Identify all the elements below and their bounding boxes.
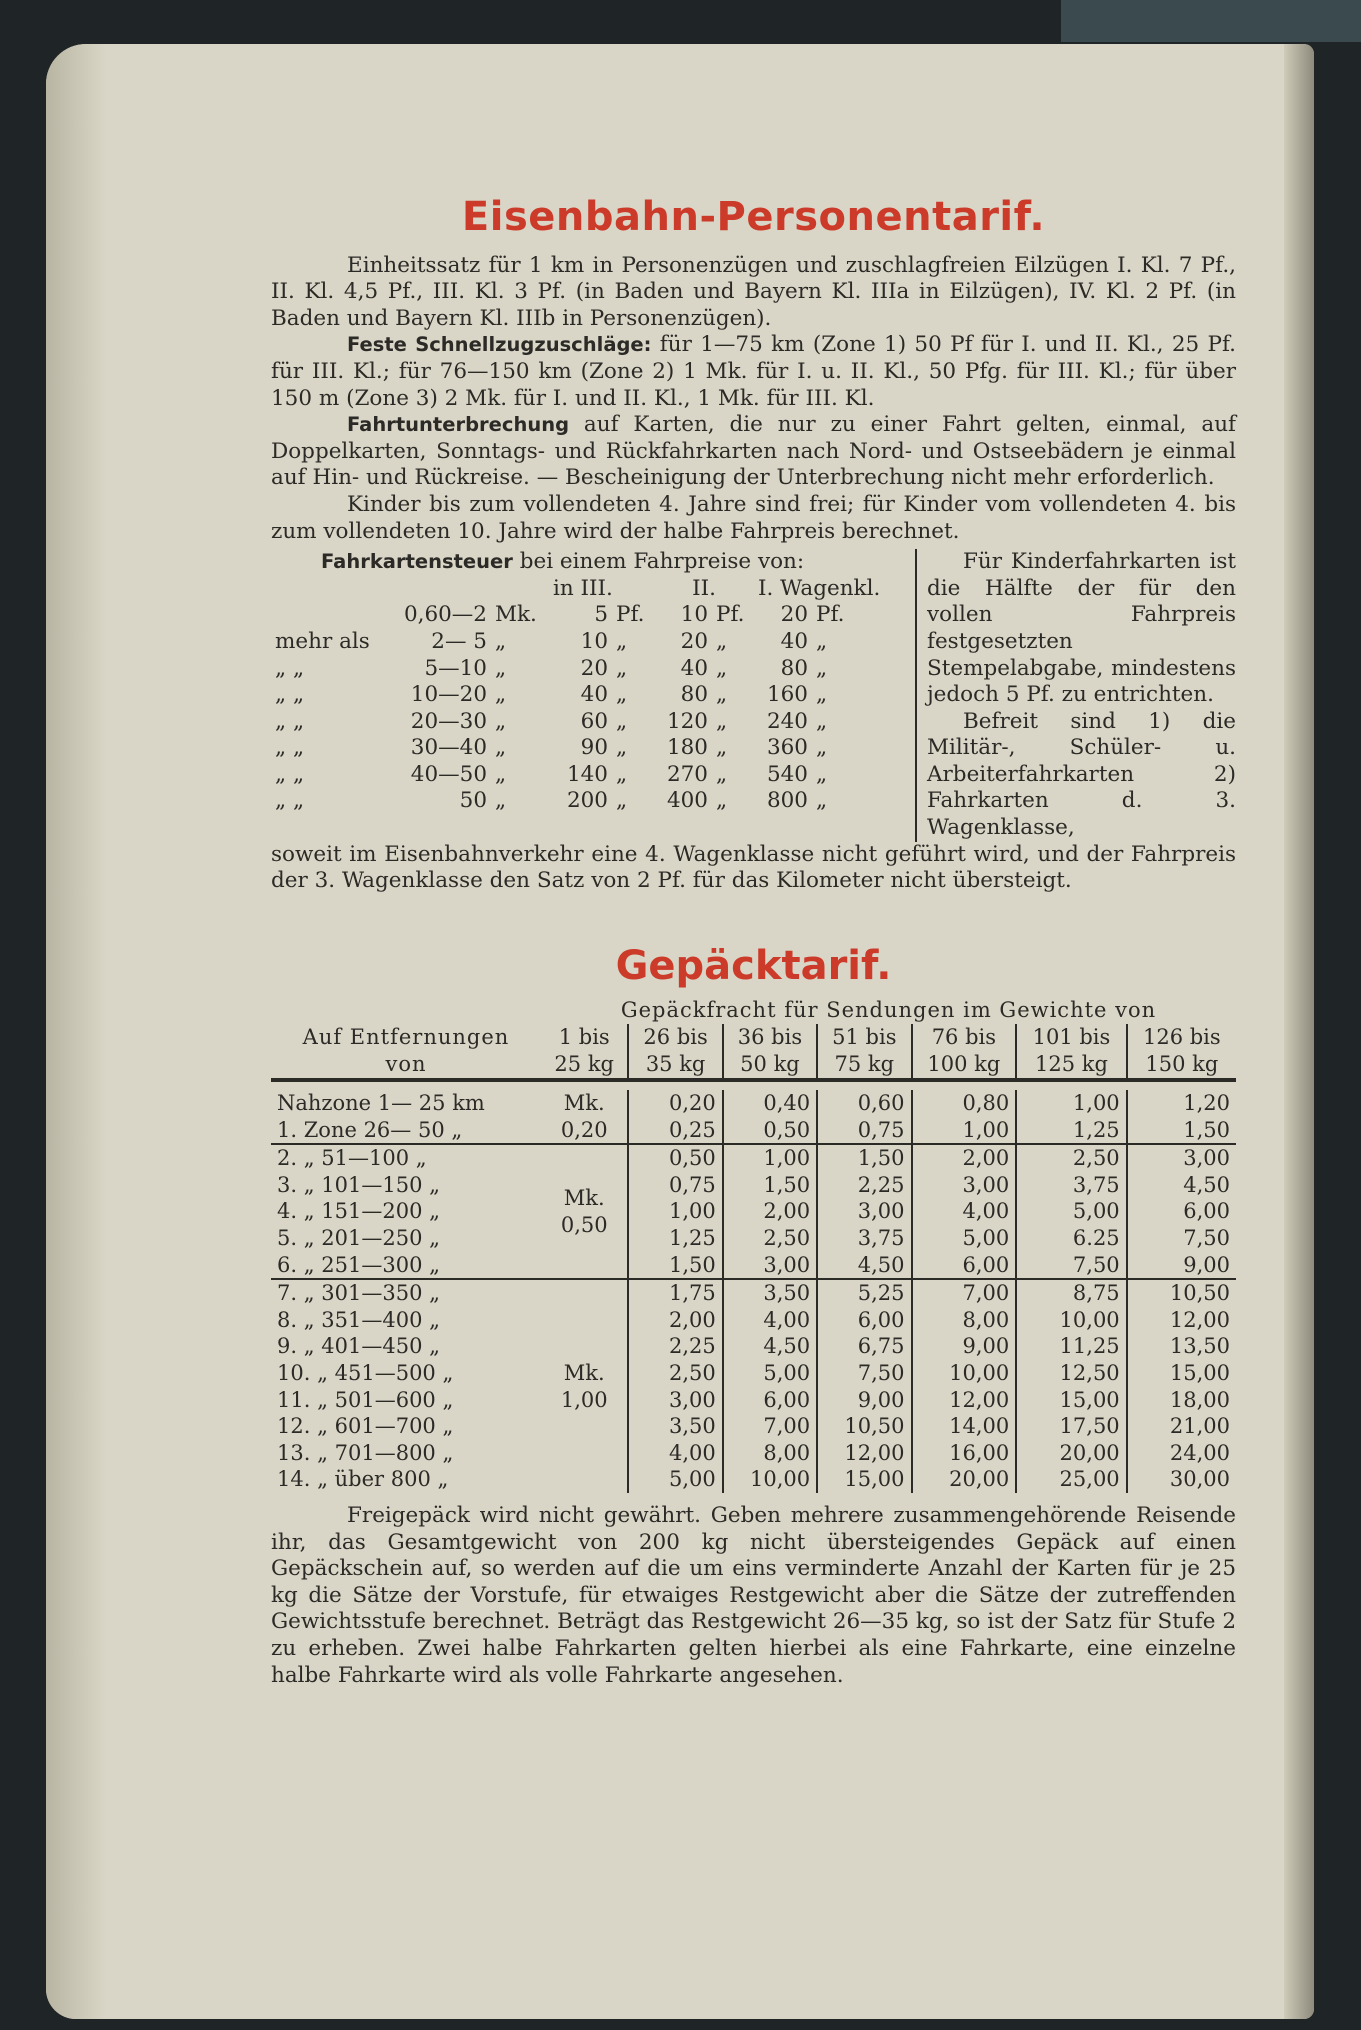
- tax-q: „: [816, 655, 828, 681]
- tax-q: „: [716, 735, 728, 761]
- lug-cell: 8,00: [912, 1307, 1017, 1334]
- lug-cell: 6,00: [723, 1387, 817, 1414]
- lug-cell: 6,00: [817, 1307, 911, 1334]
- lug-row: [271, 1117, 1236, 1145]
- lug-cell: 1,00: [912, 1117, 1017, 1145]
- lug-cell: 6,00: [912, 1252, 1017, 1280]
- lug-cell: 7,00: [723, 1413, 817, 1440]
- lug-cell: 1,75: [628, 1279, 722, 1307]
- lug-cell: 0,75: [628, 1172, 722, 1199]
- lug-row: [271, 1466, 1236, 1493]
- lug-row: [271, 1144, 1236, 1172]
- tax-iii: 40: [580, 682, 608, 708]
- einheitssatz-paragraph: Einheitssatz für 1 km in Personenzügen und zuschlagfreien Eilzügen I. Kl. 7 Pf., II. Kl. 4,5 Pf., III. Kl. 3 Pf. (in Baden und Bayern Kl. IIIa in Eilzügen), IV. Kl. 2 Pf. (in Baden und Bayern Kl. IIIb in Personenzügen).: [271, 252, 1236, 331]
- lug-group-value: 0,50: [560, 1212, 608, 1237]
- lug-distance: 8. „ 351—400 „: [277, 1307, 440, 1332]
- lug-cell: 3,75: [817, 1225, 911, 1252]
- lug-distance: 12. „ 601—700 „: [277, 1414, 454, 1439]
- lug-cell: 9,00: [912, 1333, 1017, 1360]
- lug-cell: 3,00: [1127, 1144, 1236, 1172]
- fahrtunterbrechung-heading: Fahrtunterbrechung: [347, 413, 570, 437]
- lug-cell: 25,00: [1016, 1466, 1126, 1493]
- weight-col-header: [817, 1024, 911, 1080]
- tax-prefix: mehr als: [275, 628, 370, 654]
- tax-ii: 270: [666, 761, 708, 787]
- lug-cell: 30,00: [1127, 1466, 1236, 1493]
- lug-row: [271, 1252, 1236, 1280]
- lug-cell: 12,50: [1016, 1360, 1126, 1387]
- lug-cell: 4,50: [817, 1252, 911, 1280]
- lug-cell: 20,00: [912, 1466, 1017, 1493]
- tax-q: Pf.: [616, 602, 645, 628]
- lug-row: [271, 1387, 1236, 1414]
- tax-q: „: [616, 761, 628, 787]
- lug-row: [271, 1198, 1236, 1225]
- tax-iii: 140: [566, 761, 608, 787]
- tax-q: „: [816, 788, 828, 814]
- tax-q: „: [716, 655, 728, 681]
- weight-col-header: [723, 1024, 817, 1080]
- tax-row: [271, 762, 884, 789]
- lug-row: [271, 1172, 1236, 1199]
- lug-cell: 17,50: [1016, 1413, 1126, 1440]
- tax-q: „: [716, 682, 728, 708]
- lug-cell: 20,00: [1016, 1440, 1126, 1467]
- lug-gap: [271, 1080, 1236, 1090]
- tax-range: 2— 5: [431, 628, 487, 654]
- lug-cell: 1,50: [723, 1172, 817, 1199]
- lug-cell: 7,00: [912, 1279, 1017, 1307]
- lug-cell: 3,50: [723, 1279, 817, 1307]
- lug-cell: 3,00: [723, 1252, 817, 1280]
- gepaecktarif-table: [271, 997, 1236, 1493]
- lug-cell: 16,00: [912, 1440, 1017, 1467]
- tax-ii: 40: [680, 655, 708, 681]
- lug-distance: 14. „ über 800 „: [277, 1467, 449, 1492]
- tax-row: [271, 709, 884, 736]
- lug-cell: 14,00: [912, 1413, 1017, 1440]
- weight-col-header: [912, 1024, 1017, 1080]
- weight-col-header: [541, 1024, 628, 1080]
- entfernung-header: [271, 1024, 541, 1080]
- tax-ii: 120: [666, 708, 708, 734]
- lug-distance: 7. „ 301—350 „: [271, 1279, 541, 1307]
- lug-cell: 5,00: [628, 1466, 722, 1493]
- weight-col-top: 126 bis: [1142, 1025, 1221, 1050]
- tax-i: 20: [780, 602, 808, 628]
- lug-cell: 15,00: [1127, 1360, 1236, 1387]
- col-head-iii: in III.: [553, 575, 613, 601]
- lug-cell: 12,00: [817, 1440, 911, 1467]
- lug-cell: 4,00: [723, 1307, 817, 1334]
- kinder-paragraph: Kinder bis zum vollendeten 4. Jahre sind frei; für Kinder vom vollendeten 4. bis zum vollendeten 10. Jahre wird der halbe Fahrpreis berechnet.: [271, 491, 1236, 544]
- personentarif-title: Eisenbahn-Personentarif.: [461, 194, 1046, 240]
- lug-cell: 9,00: [817, 1387, 911, 1414]
- lug-group-unit: Mk.: [563, 1186, 605, 1211]
- lug-row: [271, 1090, 1236, 1117]
- tax-prefix: „ „: [275, 788, 305, 814]
- fahrkartensteuer-section: [271, 549, 1236, 842]
- tax-ii: 20: [680, 628, 708, 654]
- lug-cell: 2,00: [723, 1198, 817, 1225]
- lug-cell: 4,50: [1127, 1172, 1236, 1199]
- entfernung-header-line2: von: [385, 1052, 427, 1077]
- lug-cell: 3,00: [628, 1387, 722, 1414]
- tax-q: „: [816, 735, 828, 761]
- tax-row: [271, 656, 884, 683]
- lug-row: [271, 1440, 1236, 1467]
- lug-cell: 1,00: [628, 1198, 722, 1225]
- weight-col-header: [1127, 1024, 1236, 1080]
- tax-unit: „: [495, 708, 507, 734]
- lug-row: [271, 1307, 1236, 1334]
- gewicht-header: Gepäckfracht für Sendungen im Gewichte von: [620, 998, 1157, 1023]
- lug-cell: 1,50: [628, 1252, 722, 1280]
- lug-cell: 1,25: [1016, 1117, 1126, 1145]
- tax-q: Pf.: [816, 602, 845, 628]
- lug-cell: 2,50: [628, 1360, 722, 1387]
- lug-distance: Nahzone 1— 25 km: [277, 1091, 485, 1116]
- tax-row: [271, 602, 884, 629]
- lug-row: [271, 1413, 1236, 1440]
- tax-iii: 10: [580, 628, 608, 654]
- lug-cell: 2,25: [817, 1172, 911, 1199]
- tax-q: „: [816, 708, 828, 734]
- tax-i: 240: [766, 708, 808, 734]
- lug-cell: 11,25: [1016, 1333, 1126, 1360]
- tax-q: „: [616, 788, 628, 814]
- lug-cell: 7,50: [1016, 1252, 1126, 1280]
- lug-cell: 4,00: [628, 1440, 722, 1467]
- tax-i: 160: [766, 682, 808, 708]
- lug-group-unit: Mk.: [563, 1091, 605, 1116]
- lug-cell: 2,50: [1016, 1144, 1126, 1172]
- kinderfahrkarten-paragraph: Für Kinderfahrkarten ist die Hälfte der für den vollen Fahrpreis festgesetzten Stempelabgabe, mindestens jedoch 5 Pf. zu entrichten.: [927, 549, 1236, 708]
- lug-cell: 3,50: [628, 1413, 722, 1440]
- tax-q: Pf.: [716, 602, 745, 628]
- lug-cell: 0,40: [723, 1090, 817, 1117]
- tax-unit: „: [495, 628, 507, 654]
- lug-cell: 7,50: [817, 1360, 911, 1387]
- weight-col-top: 1 bis: [558, 1025, 610, 1050]
- lug-cell: 1,00: [723, 1144, 817, 1172]
- kinderfahrkarten-column: [917, 549, 1236, 842]
- tax-prefix: „ „: [275, 682, 305, 708]
- fahrkartensteuer-table-column: [271, 549, 917, 842]
- tax-q: „: [716, 708, 728, 734]
- weight-col-top: 101 bis: [1032, 1025, 1111, 1050]
- lug-cell: 15,00: [1016, 1387, 1126, 1414]
- lug-distance: 5. „ 201—250 „: [277, 1226, 440, 1250]
- col-head-ii: II.: [692, 575, 716, 601]
- tax-i: 800: [766, 788, 808, 814]
- lug-cell: 6,75: [817, 1333, 911, 1360]
- fahrkartensteuer-heading-line: [271, 549, 907, 576]
- lug-cell: 4,00: [912, 1198, 1017, 1225]
- weight-col-bottom: 50 kg: [740, 1052, 800, 1077]
- lug-cell: 3,00: [817, 1198, 911, 1225]
- weight-col-bottom: 35 kg: [645, 1052, 706, 1077]
- entfernung-header-line1: Auf Entfernungen: [302, 1025, 510, 1050]
- tax-q: „: [616, 708, 628, 734]
- lug-distance: 11. „ 501—600 „: [277, 1387, 454, 1412]
- weight-col-top: 51 bis: [832, 1025, 897, 1050]
- freigepaeck-paragraph: Freigepäck wird nicht gewährt. Geben mehrere zusammengehörende Reisende ihr, das Gesamtgewicht von 200 kg nicht übersteigendes Gepäck auf einen Gepäckschein auf, so werden auf die um eins verminderte Anzahl der Karten für je 25 kg die Sätze der Vorstufe, für etwaiges Restgewicht aber die Sätze der zutreffenden Gewichtsstufe berechnet. Beträgt das Restgewicht 26—35 kg, so ist der Satz für Stufe 2 zu erheben. Zwei halbe Fahrkarten gelten hierbei als eine Fahrkarte, eine einzelne halbe Fahrkarte wird als volle Fahrkarte angesehen.: [271, 1502, 1236, 1688]
- page-edge: [46, 44, 106, 2019]
- tax-i: 40: [780, 628, 808, 654]
- lug-cell: 0,25: [628, 1117, 722, 1145]
- lug-cell: 4,50: [723, 1333, 817, 1360]
- fahrkartensteuer-intro: bei einem Fahrpreise von:: [512, 549, 805, 575]
- book-spine: [1284, 44, 1314, 2019]
- tax-range: 0,60—2: [403, 602, 487, 628]
- fahrkartensteuer-heading: Fahrkartensteuer: [321, 550, 513, 574]
- weight-col-bottom: 75 kg: [834, 1052, 895, 1077]
- lug-cell: 6.25: [1016, 1225, 1126, 1252]
- schnellzug-paragraph: [271, 332, 1236, 412]
- lug-distance: 3. „ 101—150 „: [277, 1172, 440, 1197]
- lug-row: [271, 1279, 1236, 1307]
- tax-range: 40—50: [410, 761, 487, 787]
- tax-range: 5—10: [424, 655, 487, 681]
- tax-q: „: [616, 735, 628, 761]
- tax-unit: „: [495, 788, 507, 814]
- tax-row: [271, 788, 884, 815]
- lug-cell: 9,00: [1127, 1252, 1236, 1280]
- tax-q: „: [716, 788, 728, 814]
- lug-cell: 7,50: [1127, 1225, 1236, 1252]
- lug-distance: 2. „ 51—100 „: [271, 1144, 541, 1172]
- gepaecktarif-title: Gepäcktarif.: [615, 942, 892, 989]
- lug-cell: 24,00: [1127, 1440, 1236, 1467]
- tax-row: [271, 629, 884, 656]
- lug-cell: 0,50: [723, 1117, 817, 1145]
- lug-row: [271, 1360, 1236, 1387]
- lug-cell: 1,20: [1127, 1090, 1236, 1117]
- tax-iii: 90: [580, 735, 608, 761]
- lug-cell: 5,00: [1016, 1198, 1126, 1225]
- background-tab: [1061, 0, 1361, 42]
- book-page: [46, 44, 1314, 2019]
- tax-unit: „: [495, 761, 507, 787]
- schnellzug-heading: Feste Schnellzugzuschläge:: [347, 333, 652, 357]
- lug-group-price: [541, 1144, 628, 1279]
- lug-cell: 18,00: [1127, 1387, 1236, 1414]
- lug-group-price: [541, 1090, 628, 1144]
- lug-row: [271, 1333, 1236, 1360]
- weight-col-bottom: 125 kg: [1034, 1052, 1108, 1077]
- lug-cell: 10,00: [723, 1466, 817, 1493]
- tax-header-row: [271, 576, 884, 603]
- lug-cell: 3,00: [912, 1172, 1017, 1199]
- weight-col-top: 36 bis: [737, 1025, 803, 1050]
- lug-cell: 21,00: [1127, 1413, 1236, 1440]
- lug-distance: 6. „ 251—300 „: [277, 1252, 440, 1277]
- lug-cell: 3,75: [1016, 1172, 1126, 1199]
- tax-iii: 200: [566, 788, 608, 814]
- tax-q: „: [616, 682, 628, 708]
- tax-iii: 20: [580, 655, 608, 681]
- wagenklasse-paragraph: soweit im Eisenbahnverkehr eine 4. Wagenklasse nicht geführt wird, und der Fahrpreis der 3. Wagenklasse den Satz von 2 Pf. für das Kilometer nicht übersteigt.: [271, 841, 1236, 894]
- lug-cell: 2,50: [723, 1225, 817, 1252]
- lug-cell: 10,50: [817, 1413, 911, 1440]
- lug-cell: 15,00: [817, 1466, 911, 1493]
- tax-range: 10—20: [410, 682, 487, 708]
- lug-group-unit: Mk.: [563, 1360, 605, 1385]
- tax-row: [271, 682, 884, 709]
- tax-range: 20—30: [410, 708, 487, 734]
- lug-cell: 0,75: [817, 1117, 911, 1145]
- lug-cell: 5,00: [723, 1360, 817, 1387]
- tax-q: „: [716, 761, 728, 787]
- lug-cell: 12,00: [1127, 1307, 1236, 1334]
- tax-ii: 400: [666, 788, 708, 814]
- tax-q: „: [816, 628, 828, 654]
- lug-row: [271, 1225, 1236, 1252]
- lug-distance: 10. „ 451—500 „: [277, 1360, 454, 1385]
- lug-cell: 10,50: [1127, 1279, 1236, 1307]
- lug-cell: 10,00: [1016, 1307, 1126, 1334]
- weight-col-bottom: 25 kg: [554, 1052, 614, 1077]
- tax-ii: 10: [680, 602, 708, 628]
- lug-cell: 8,00: [723, 1440, 817, 1467]
- tax-q: „: [816, 761, 828, 787]
- tax-i: 360: [766, 735, 808, 761]
- fahrtunterbrechung-text: auf Karten, die nur zu einer Fahrt gelten, einmal, auf Doppelkarten, Sonntags- und Rückfahrkarten nach Nord- und Ostseebädern je einmal auf Hin- und Rückreise. — Bescheinigung der Unterbrechung nicht mehr erforderlich.: [271, 412, 1236, 491]
- lug-cell: 12,00: [912, 1387, 1017, 1414]
- page-content: [271, 104, 1236, 1689]
- lug-cell: 0,20: [628, 1090, 722, 1117]
- lug-cell: 1,50: [1127, 1117, 1236, 1145]
- weight-col-bottom: 150 kg: [1145, 1052, 1219, 1077]
- befreit-paragraph: Befreit sind 1) die Militär-, Schüler- u. Arbeiterfahrkarten 2) Fahrkarten d. 3. Wagenklasse,: [927, 708, 1236, 841]
- lug-top-header-row: [271, 997, 1236, 1024]
- lug-group-value: 0,20: [560, 1117, 608, 1142]
- lug-cell: 2,25: [628, 1333, 722, 1360]
- lug-group-price: [541, 1279, 628, 1493]
- fahrkartensteuer-table: [271, 576, 884, 815]
- lug-distance: 9. „ 401—450 „: [277, 1334, 440, 1359]
- lug-cell: 8,75: [1016, 1279, 1126, 1307]
- weight-col-header: [1016, 1024, 1126, 1080]
- tax-ii: 180: [666, 735, 708, 761]
- lug-group-value: 1,00: [560, 1387, 608, 1412]
- tax-unit: „: [495, 735, 507, 761]
- tax-prefix: „ „: [275, 761, 305, 787]
- weight-col-top: 76 bis: [931, 1025, 997, 1050]
- tax-range: 30—40: [410, 735, 487, 761]
- tax-i: 80: [780, 655, 808, 681]
- tax-q: „: [616, 628, 628, 654]
- lug-cell: 1,25: [628, 1225, 722, 1252]
- weight-col-header: [628, 1024, 722, 1080]
- tax-prefix: „ „: [275, 708, 305, 734]
- lug-cell: 5,25: [817, 1279, 911, 1307]
- lug-distance: 13. „ 701—800 „: [277, 1440, 454, 1465]
- weight-col-top: 26 bis: [643, 1025, 708, 1050]
- tax-unit: Mk.: [495, 602, 537, 628]
- tax-q: „: [816, 682, 828, 708]
- lug-cell: 2,00: [628, 1307, 722, 1334]
- tax-range: 50: [459, 788, 487, 814]
- lug-cell: 2,00: [912, 1144, 1017, 1172]
- tax-iii: 5: [594, 602, 608, 628]
- tax-prefix: „ „: [275, 655, 305, 681]
- tax-i: 540: [766, 761, 808, 787]
- tax-row: [271, 735, 884, 762]
- lug-cell: 13,50: [1127, 1333, 1236, 1360]
- tax-prefix: „ „: [275, 735, 305, 761]
- tax-ii: 80: [680, 682, 708, 708]
- schnellzug-text: für 1—75 km (Zone 1) 50 Pf für I. und II. Kl., 25 Pf. für III. Kl.; für 76—150 km (Zone 2) 1 Mk. für I. u. II. Kl., 50 Pfg. für III. Kl.; für über 150 m (Zone 3) 2 Mk. für I. und II. Kl., 1 Mk. für III. Kl.: [271, 332, 1236, 411]
- tax-prefix: [271, 602, 383, 629]
- tax-q: „: [716, 628, 728, 654]
- col-head-i: I. Wagenkl.: [758, 575, 881, 601]
- lug-cell: 0,80: [912, 1090, 1017, 1117]
- tax-q: „: [616, 655, 628, 681]
- tax-unit: „: [495, 655, 507, 681]
- tax-unit: „: [495, 682, 507, 708]
- lug-cell: 0,60: [817, 1090, 911, 1117]
- lug-header-row: [271, 1024, 1236, 1080]
- lug-cell: 1,50: [817, 1144, 911, 1172]
- fahrtunterbrechung-paragraph: [271, 412, 1236, 492]
- lug-distance: 1. Zone 26— 50 „: [277, 1117, 463, 1142]
- lug-cell: 5,00: [912, 1225, 1017, 1252]
- lug-distance: 4. „ 151—200 „: [277, 1199, 440, 1224]
- lug-cell: 6,00: [1127, 1198, 1236, 1225]
- lug-cell: 0,50: [628, 1144, 722, 1172]
- lug-cell: 1,00: [1016, 1090, 1126, 1117]
- tax-iii: 60: [580, 708, 608, 734]
- lug-cell: 10,00: [912, 1360, 1017, 1387]
- weight-col-bottom: 100 kg: [927, 1052, 1001, 1077]
